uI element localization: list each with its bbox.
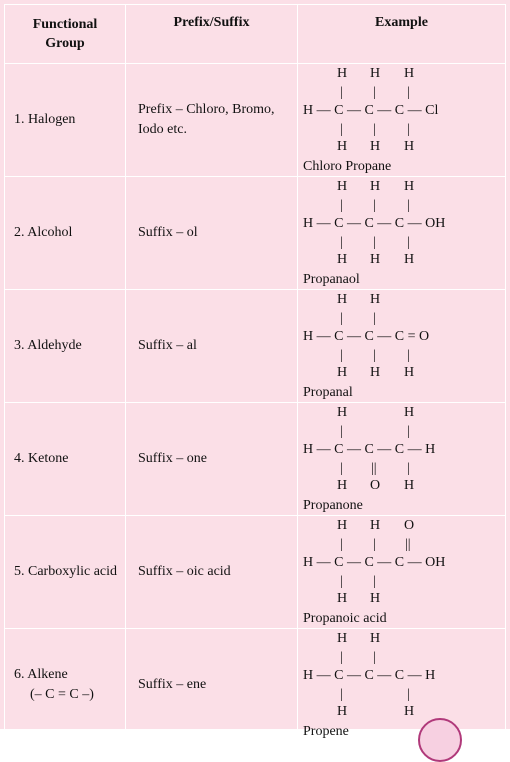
compound-name: Chloro Propane (303, 159, 392, 174)
atom-label: H (370, 139, 381, 154)
example-cell (298, 629, 506, 742)
structural-formula (298, 64, 506, 176)
functional-group-name: 1. Halogen (14, 112, 76, 127)
bond-line: | (340, 687, 343, 702)
bond-line: | (407, 122, 410, 137)
bond-line: | (340, 235, 343, 250)
compound-name: Propanaol (303, 272, 360, 287)
affix-cell (126, 177, 298, 290)
functional-group-cell (5, 177, 126, 290)
atom-label: H (370, 365, 381, 380)
bond-line: | (407, 424, 410, 439)
compound-name: Propene (303, 724, 349, 739)
table-row (5, 177, 506, 290)
bond-line: | (373, 574, 376, 589)
atom-label: H (370, 66, 381, 81)
atom-label: H (404, 365, 415, 380)
bond-line: | (373, 537, 376, 552)
atom-label: H (337, 478, 348, 493)
bond-line: | (407, 687, 410, 702)
affix-text: Suffix – al (138, 338, 197, 353)
bond-line: | (373, 650, 376, 665)
compound-name: Propanone (303, 498, 363, 513)
compound-name: Propanoic acid (303, 611, 387, 626)
functional-group-cell (5, 290, 126, 403)
atom-label: H (337, 292, 348, 307)
bond-line: || (405, 537, 411, 552)
atom-label: O (404, 518, 415, 533)
functional-group-name: 3. Aldehyde (14, 338, 82, 353)
compound-name: Propanal (303, 385, 353, 400)
atom-label: H (337, 139, 348, 154)
structural-formula (298, 290, 506, 402)
functional-group-cell (5, 629, 126, 742)
affix-text: Prefix – Chloro, Bromo, Iodo etc. (138, 102, 275, 137)
atom-label: H (337, 365, 348, 380)
bond-line: | (340, 461, 343, 476)
bond-line: | (373, 198, 376, 213)
functional-group-name: 2. Alcohol (14, 225, 73, 240)
bond-line: | (340, 348, 343, 363)
bond-line: | (340, 537, 343, 552)
atom-label: H (337, 405, 348, 420)
atom-label: H (404, 66, 415, 81)
header-prefix-suffix: Prefix/Suffix (126, 5, 298, 64)
functional-group-name: 4. Ketone (14, 451, 69, 466)
bond-line: | (373, 348, 376, 363)
header-example: Example (298, 5, 506, 64)
atom-label: H (370, 292, 381, 307)
table-row (5, 64, 506, 177)
atom-label: H (370, 252, 381, 267)
atom-label: H (337, 252, 348, 267)
bond-line: | (373, 311, 376, 326)
table-row (5, 290, 506, 403)
atom-label: H (370, 591, 381, 606)
functional-group-cell (5, 403, 126, 516)
atom-label: H (404, 179, 415, 194)
atom-label: H (337, 179, 348, 194)
bond-line: | (340, 198, 343, 213)
functional-group-cell (5, 516, 126, 629)
bond-line: | (407, 348, 410, 363)
affix-cell (126, 629, 298, 742)
main-chain: H — C — C — C — OH (303, 216, 446, 231)
atom-label: H (337, 704, 348, 719)
bond-line: | (340, 424, 343, 439)
atom-label: H (404, 405, 415, 420)
affix-cell (126, 403, 298, 516)
bond-line: | (407, 85, 410, 100)
atom-label: H (337, 66, 348, 81)
functional-group-name: 5. Carboxylic acid (14, 564, 118, 579)
bond-line: | (340, 122, 343, 137)
main-chain: H — C — C — C — H (303, 442, 436, 457)
table-row (5, 516, 506, 629)
example-cell (298, 177, 506, 290)
bond-line: | (373, 122, 376, 137)
bond-line: | (340, 650, 343, 665)
main-chain: H — C — C — C — Cl (303, 103, 439, 118)
affix-text: Suffix – ol (138, 225, 198, 240)
table-row (5, 403, 506, 516)
example-cell (298, 516, 506, 629)
example-cell (298, 290, 506, 403)
atom-label: H (404, 704, 415, 719)
example-cell (298, 64, 506, 177)
functional-groups-table (4, 4, 506, 742)
atom-label: H (370, 631, 381, 646)
main-chain: H — C — C — C = O (303, 329, 430, 344)
example-cell (298, 403, 506, 516)
structural-formula (298, 403, 506, 515)
table-header-row (5, 5, 506, 64)
bond-line: | (340, 574, 343, 589)
affix-text: Suffix – oic acid (138, 564, 231, 579)
functional-group-name: 6. Alkene (14, 667, 68, 682)
functional-group-cell (5, 64, 126, 177)
bond-line: || (371, 461, 377, 476)
bond-line: | (407, 461, 410, 476)
bond-line: | (373, 235, 376, 250)
structural-formula (298, 516, 506, 628)
affix-cell (126, 290, 298, 403)
structural-formula (298, 629, 506, 741)
bond-line: | (407, 235, 410, 250)
atom-label: H (404, 252, 415, 267)
affix-text: Suffix – one (138, 451, 207, 466)
bond-line: | (407, 198, 410, 213)
atom-label: H (370, 518, 381, 533)
atom-label: H (337, 631, 348, 646)
atom-label: H (370, 179, 381, 194)
bond-line: | (340, 311, 343, 326)
structural-formula (298, 177, 506, 289)
functional-group-formula: (– C = C –) (30, 687, 94, 702)
main-chain: H — C — C — C — H (303, 668, 436, 683)
header-functional-group: Functional Group (5, 5, 126, 64)
atom-label: H (404, 139, 415, 154)
atom-label: H (337, 518, 348, 533)
bond-line: | (340, 85, 343, 100)
affix-cell (126, 516, 298, 629)
atom-label: H (337, 591, 348, 606)
atom-label: O (370, 478, 381, 493)
atom-label: H (404, 478, 415, 493)
main-chain: H — C — C — C — OH (303, 555, 446, 570)
affix-text: Suffix – ene (138, 677, 207, 692)
affix-cell (126, 64, 298, 177)
seal-stamp (418, 718, 462, 762)
bond-line: | (373, 85, 376, 100)
